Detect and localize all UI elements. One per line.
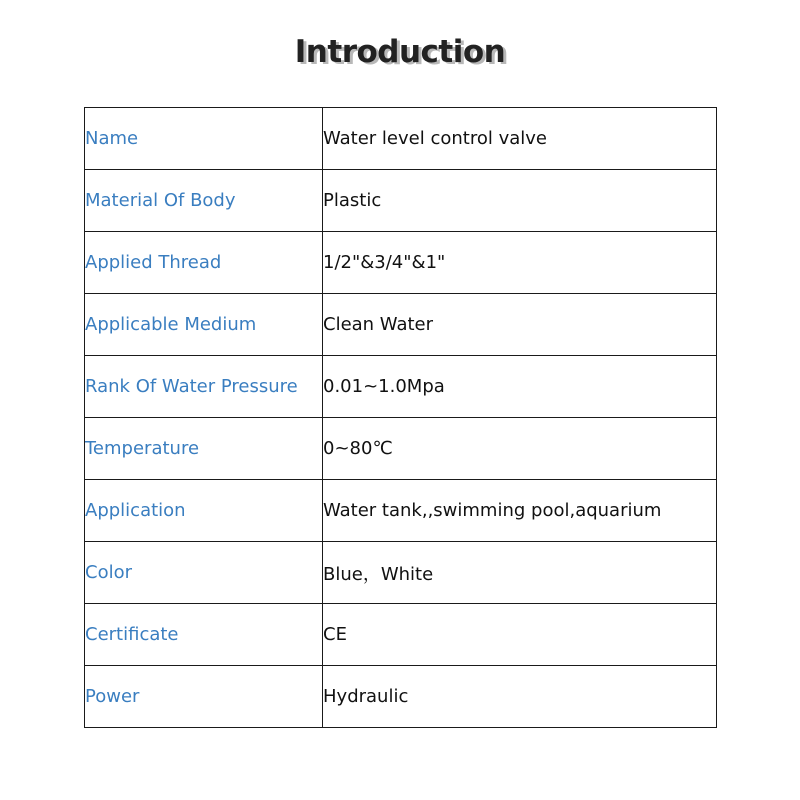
row-value: 0~80℃ [323,418,717,480]
row-value: 0.01~1.0Mpa [323,356,717,418]
row-label: Temperature [85,418,323,480]
spec-table [84,107,717,728]
row-label: Applied Thread [85,232,323,294]
row-label: Application [85,480,323,542]
row-label: Power [85,666,323,728]
table-row [85,170,717,232]
row-value: Water level control valve [323,108,717,170]
row-label: Color [85,542,323,604]
row-label: Material Of Body [85,170,323,232]
table-row [85,294,717,356]
row-value: Clean Water [323,294,717,356]
row-value: Water tank,,swimming pool,aquarium [323,480,717,542]
row-value: Hydraulic [323,666,717,728]
row-label: Rank Of Water Pressure [85,356,323,418]
row-value: Plastic [323,170,717,232]
table-row [85,480,717,542]
table-row [85,604,717,666]
row-label: Name [85,108,323,170]
page-title: Introduction [294,34,506,70]
table-row [85,108,717,170]
table-row [85,232,717,294]
row-label: Certificate [85,604,323,666]
row-value: 1/2"&3/4"&1" [323,232,717,294]
row-label: Applicable Medium [85,294,323,356]
table-row [85,356,717,418]
table-row [85,418,717,480]
row-value: CE [323,604,717,666]
table-row [85,542,717,604]
table-row [85,666,717,728]
row-value: Blue，White [323,542,717,604]
